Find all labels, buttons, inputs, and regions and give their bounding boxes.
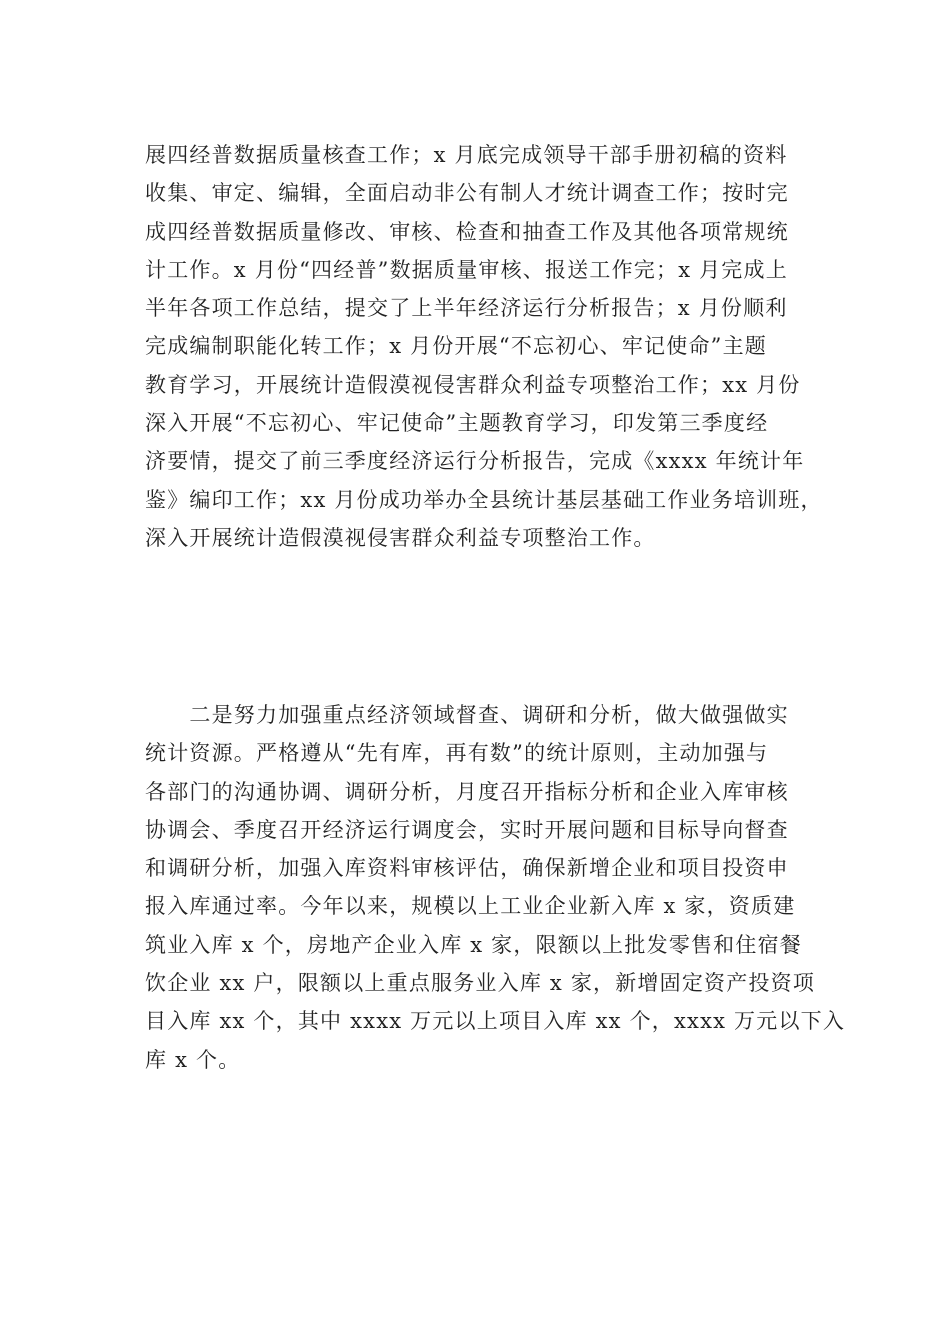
text-line: 各部门的沟通协调、调研分析，月度召开指标分析和企业入库审核 <box>145 779 789 804</box>
text-line: 目入库 xx 个，其中 xxxx 万元以上项目入库 xx 个，xxxx 万元以下入 <box>145 1009 846 1034</box>
text-line: 库 x 个。 <box>145 1047 241 1072</box>
text-line: 展四经普数据质量核查工作；x 月底完成领导干部手册初稿的资料 <box>145 143 788 167</box>
text-line: 济要情，提交了前三季度经济运行分析报告，完成《xxxx 年统计年 <box>145 449 805 474</box>
text-line: 统计资源。严格遵从“先有库，再有数”的统计原则，主动加强与 <box>145 741 769 766</box>
text-line: 半年各项工作总结，提交了上半年经济运行分析报告；x 月份顺利 <box>145 296 788 321</box>
text-line: 饮企业 xx 户，限额以上重点服务业入库 x 家，新增固定资产投资项 <box>145 971 816 996</box>
text-line: 协调会、季度召开经济运行调度会，实时开展问题和目标导向督查 <box>145 817 789 842</box>
text-line: 鉴》编印工作；xx 月份成功举办全县统计基层基础工作业务培训班， <box>145 487 823 512</box>
text-line: 计工作。x 月份“四经普”数据质量审核、报送工作完；x 月完成上 <box>145 257 788 282</box>
text-line: 收集、审定、编辑，全面启动非公有制人才统计调查工作；按时完 <box>145 181 789 206</box>
text-line: 筑业入库 x 个，房地产企业入库 x 家，限额以上批发零售和住宿餐 <box>145 932 802 957</box>
text-line: 成四经普数据质量修改、审核、检查和抽查工作及其他各项常规统 <box>145 219 789 244</box>
paragraph-1 <box>145 136 823 557</box>
text-line: 和调研分析，加强入库资料审核评估，确保新增企业和项目投资申 <box>145 856 789 881</box>
text-line: 报入库通过率。今年以来，规模以上工业企业新入库 x 家，资质建 <box>145 894 796 919</box>
paragraph-2 <box>145 696 846 1079</box>
text-line: 深入开展“不忘初心、牢记使命”主题教育学习，印发第三季度经 <box>145 411 769 436</box>
text-line: 二是努力加强重点经济领域督查、调研和分析，做大做强做实 <box>145 703 789 727</box>
text-line: 完成编制职能化转工作；x 月份开展“不忘初心、牢记使命”主题 <box>145 334 767 359</box>
text-line: 教育学习，开展统计造假漠视侵害群众利益专项整治工作；xx 月份 <box>145 372 801 397</box>
text-line: 深入开展统计造假漠视侵害群众利益专项整治工作。 <box>145 525 656 550</box>
